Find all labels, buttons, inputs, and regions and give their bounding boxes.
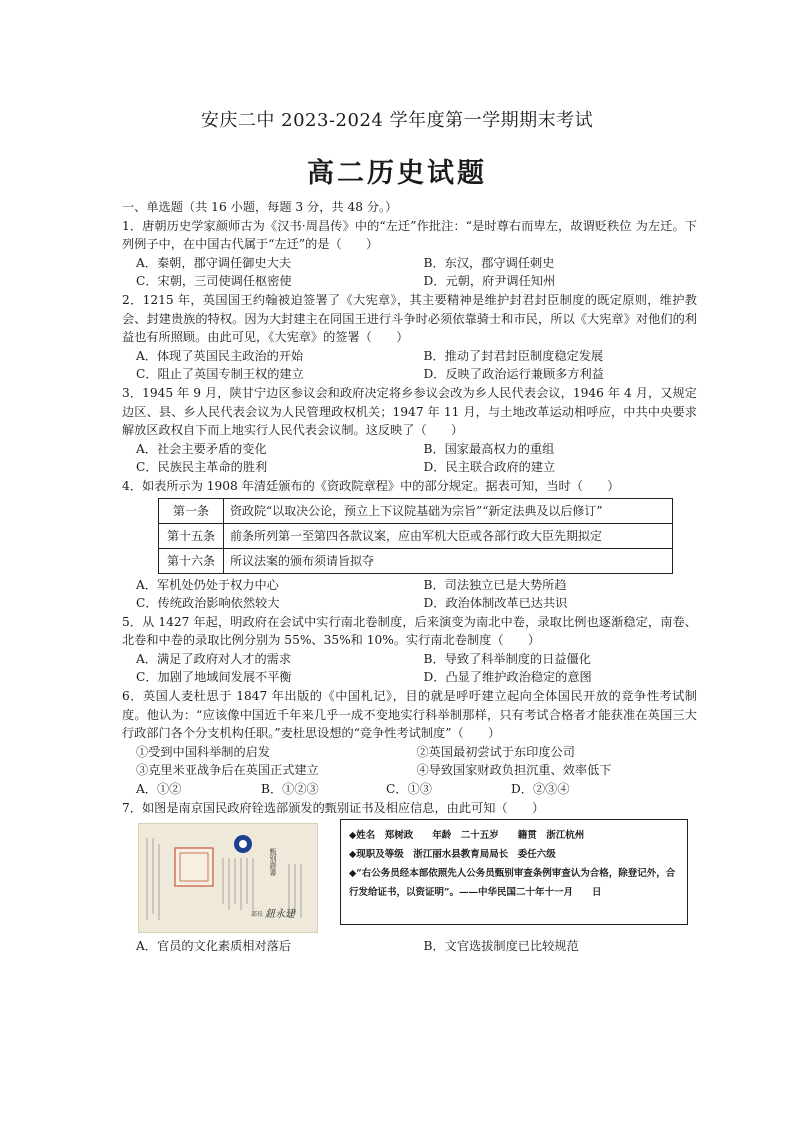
section-title: 一、单选题（共 16 小题，每题 3 分，共 48 分。） (122, 200, 398, 214)
table-cell: 前条所列第一至第四各款议案，应由军机大臣或各部行政大臣先期拟定 (224, 523, 673, 548)
option-b: B．国家最高权力的重组 (423, 441, 555, 456)
question-1 (122, 217, 697, 291)
question-5 (122, 613, 697, 687)
certificate-heading: 甄别證書 (269, 848, 277, 877)
table-cell: 第十五条 (159, 523, 224, 548)
table-cell: 所议法案的颁布须请旨拟夺 (224, 548, 673, 573)
info-line: ◆姓名 郑树政 年龄 二十五岁 籍贯 浙江杭州 (349, 830, 585, 842)
question-stem: 6．英国人麦杜思于 1847 年出版的《中国札记》，目的就是呼吁建立起向全体国民开放的竞争性考试制度。他认为：“应该像中国近千年来几乎一成不变地实行科举制那样，只有考试合格者才能获准在英国三大行政部门各个分支机构任职。”麦杜思设想的“竞争性考试制度”（ ） (122, 689, 697, 741)
certificate-info-box (340, 819, 688, 925)
exam-content (122, 198, 697, 956)
certificate-signer-title: 部長 (251, 911, 264, 919)
certificate-image (139, 824, 317, 932)
option-d: D．元朝，府尹调任知州 (423, 274, 556, 289)
option-b: B．东汉，郡守调任刺史 (423, 255, 555, 270)
question-stem: 1．唐朝历史学家颜师古为《汉书·周昌传》中的“左迁”作批注：“是时尊右而卑左，故谓贬秩位 为左迁。下列例子中，在中国古代属于“左迁”的是（ ） (122, 218, 697, 252)
table-row (159, 498, 673, 523)
exam-title: 高二历史试题 (307, 158, 487, 189)
table-row (159, 523, 673, 548)
option-a: A．满足了政府对人才的需求 (136, 651, 292, 666)
option-d: D．凸显了维护政治稳定的意图 (423, 670, 592, 685)
option-d: D．反映了政治运行兼顾多方利益 (423, 367, 604, 382)
option-c: C．阻止了英国专制王权的建立 (136, 367, 304, 382)
question-figures (122, 819, 697, 937)
option-c: C．加剧了地域间发展不平衡 (136, 670, 292, 685)
regulation-table (158, 498, 673, 574)
option-a: A．军机处仍处于权力中心 (136, 577, 279, 592)
statement: ①受到中国科举制的启发 (136, 744, 271, 759)
option-d: D．政治体制改革已达共识 (423, 596, 568, 611)
option-d: D．民主联合政府的建立 (423, 460, 556, 475)
info-line: ◆“右公务员经本部依照先人公务员甄别审查条例审查认为合格，除登记外，合行发给证书，以资证明”。——中华民国二十年十一月 日 (349, 868, 676, 899)
school-title: 安庆二中 2023-2024 学年度第一学期期末考试 (200, 110, 594, 131)
question-7 (122, 799, 697, 956)
option-a: A．社会主要矛盾的变化 (136, 441, 267, 456)
question-stem: 3．1945 年 9 月，陕甘宁边区参议会和政府决定将乡参议会改为乡人民代表会议，1946 年 4 月，又规定边区、县、乡人民代表会议为人民管理政权机关；1947 年 11 月，与土地改革运动相呼应，中共中央要求解放区政权自下而上地实行人民代表会议制。这反映了（ ） (122, 385, 697, 438)
option-b: B．推动了封君封臣制度稳定发展 (423, 348, 604, 363)
option-c: C．传统政治影响依然较大 (136, 596, 280, 611)
option-c: C．民族民主革命的胜利 (136, 460, 268, 475)
certificate-signature: 鈕永建 (265, 909, 295, 921)
option-b: B．司法独立已是大势所趋 (423, 577, 567, 592)
option-b: B．①②③ (261, 782, 319, 797)
table-cell: 第十六条 (159, 548, 224, 573)
certificate-photo (138, 823, 318, 933)
option-b: B．文官选拔制度已比较规范 (423, 939, 579, 954)
question-stem: 5．从 1427 年起，明政府在会试中实行南北卷制度，后来演变为南北中卷，录取比例也逐渐稳定，南卷、北卷和中卷的录取比例分别为 55%、35%和 10%。实行南北卷制度（ ） (122, 614, 697, 648)
question-stem: 7．如图是南京国民政府铨选部颁发的甄别证书及相应信息，由此可知（ ） (122, 800, 545, 815)
question-stem: 4．如表所示为 1908 年清廷颁布的《资政院章程》中的部分规定。据表可知，当时（ ） (122, 478, 620, 493)
option-a: A．体现了英国民主政治的开始 (136, 348, 304, 363)
option-b: B．导致了科举制度的日益僵化 (423, 651, 591, 666)
question-3 (122, 384, 697, 477)
option-d: D．②③④ (511, 782, 570, 797)
table-cell: 第一条 (159, 498, 224, 523)
option-a: A．官员的文化素质相对落后 (136, 939, 292, 954)
question-6 (122, 687, 697, 799)
statement: ③克里米亚战争后在英国正式建立 (136, 763, 319, 778)
statement: ④导致国家财政负担沉重、效率低下 (416, 763, 612, 778)
question-4 (122, 477, 697, 613)
option-c: C．①③ (386, 782, 432, 797)
table-cell: 资政院“以取决公论，预立上下议院基础为宗旨”“新定法典及以后修订” (224, 498, 673, 523)
statement: ②英国最初尝试于东印度公司 (416, 744, 575, 759)
option-c: C．宋朝，三司使调任枢密使 (136, 274, 292, 289)
table-row (159, 548, 673, 573)
option-a: A．秦朝，郡守调任御史大夫 (136, 255, 292, 270)
info-line: ◆现职及等级 浙江丽水县教育局局长 委任六级 (349, 849, 556, 861)
question-stem: 2．1215 年，英国国王约翰被迫签署了《大宪章》，其主要精神是维护封君封臣制度的既定原则，维护教会、封建贵族的特权。因为大封建主在同国王进行斗争时必须依靠骑士和市民，所以《大宪章》对他们的利益也有所照顾。由此可见，《大宪章》的签署（ ） (122, 292, 697, 345)
question-2 (122, 291, 697, 384)
option-a: A．①② (136, 782, 182, 797)
